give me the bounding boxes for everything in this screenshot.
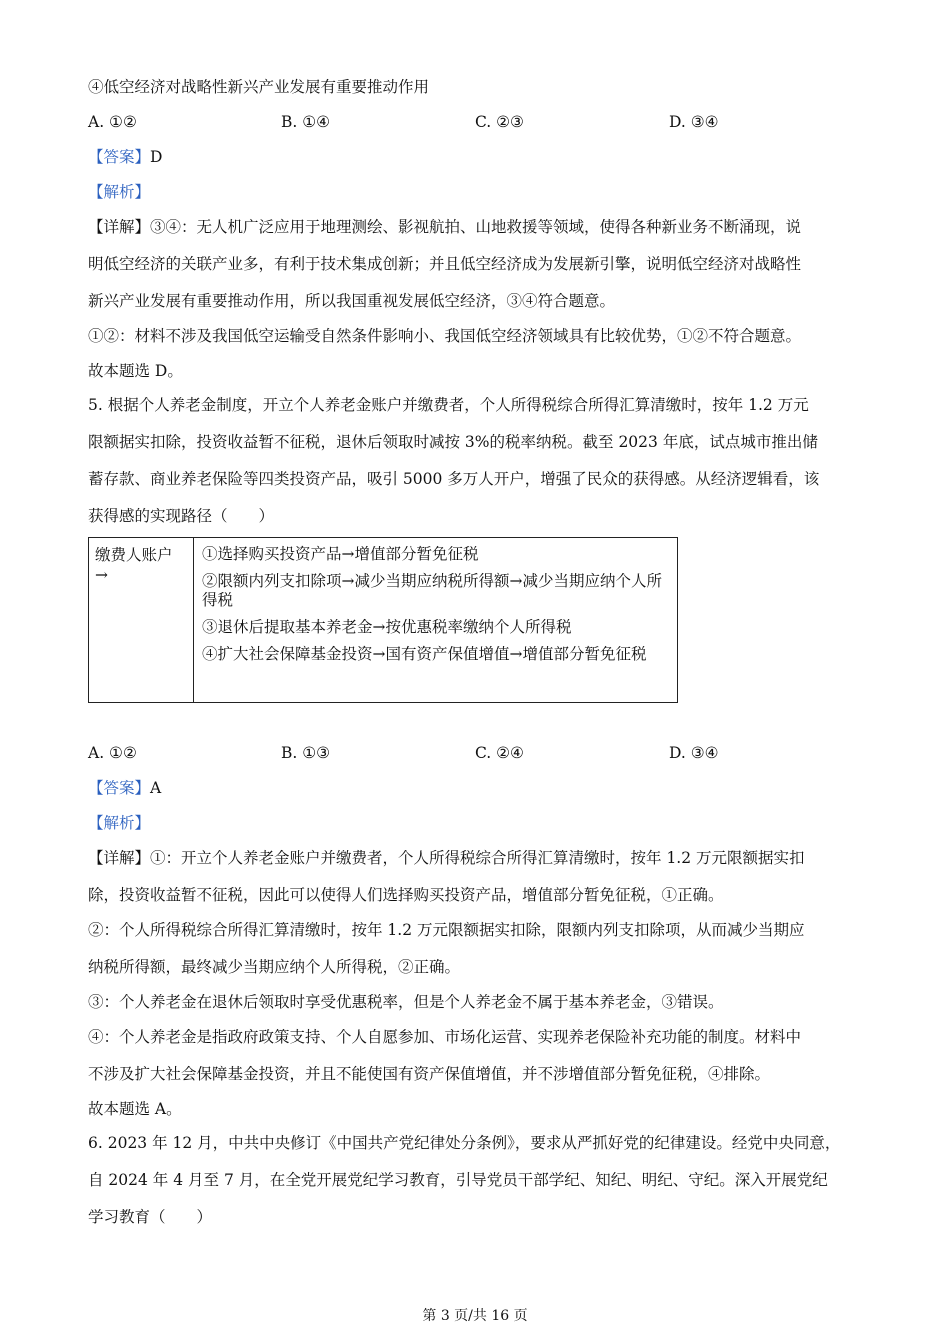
q5-table-item-1: ①选择购买投资产品→增值部分暂免征税 (202, 545, 479, 563)
q5-detail-line-5: ③：个人养老金在退休后领取时享受优惠税率，但是个人养老金不属于基本养老金，③错误。 (88, 993, 724, 1011)
q4-item-4: ④低空经济对战略性新兴产业发展有重要推动作用 (88, 78, 430, 96)
q6-stem-line-1: 6. 2023 年 12 月，中共中央修订《中国共产党纪律处分条例》，要求从严抓好党的纪律建设。经党中央同意， (88, 1134, 841, 1152)
q4-detail-line-1 (88, 217, 801, 237)
q5-detail-line-2: 除，投资收益暂不征税，因此可以使得人们选择购买投资产品，增值部分暂免征税，①正确。 (88, 886, 724, 904)
q5-analysis-tag: 【解析】 (88, 814, 151, 832)
q5-table-left-line-2: → (95, 566, 108, 584)
q4-option-b: B. ①④ (281, 113, 331, 131)
q5-stem-line-2: 限额据实扣除，投资收益暂不征税，退休后领取时减按 3%的税率纳税。截至 2023 年底，试点城市推出储 (88, 433, 818, 451)
q5-table-item-4: ④扩大社会保障基金投资→国有资产保值增值→增值部分暂免征税 (202, 645, 647, 663)
q5-answer (88, 778, 161, 798)
q4-answer (88, 147, 162, 167)
q4-option-a: A. ①② (88, 113, 137, 131)
q5-table-item-2: ②限额内列支扣除项→减少当期应纳税所得额→减少当期应纳个人所得税 (202, 572, 662, 609)
q5-detail-line-6: ④：个人养老金是指政府政策支持、个人自愿参加、市场化运营、实现养老保险补充功能的制度。材料中 (88, 1028, 802, 1046)
q4-detail-line-3: 新兴产业发展有重要推动作用，所以我国重视发展低空经济，③④符合题意。 (88, 292, 616, 310)
q6-stem-line-3: 学习教育（ ） (88, 1208, 213, 1226)
q4-detail-line-4: ①②：材料不涉及我国低空运输受自然条件影响小、我国低空经济领域具有比较优势，①②不符合题意。 (88, 327, 802, 345)
q5-detail-line-4: 纳税所得额，最终减少当期应纳个人所得税，②正确。 (88, 958, 461, 976)
q5-detail-text-1: ①：开立个人养老金账户并缴费者，个人所得税综合所得汇算清缴时，按年 1.2 万元限额据实扣 (150, 849, 805, 867)
q5-stem-line-1: 5. 根据个人养老金制度，开立个人养老金账户并缴费者，个人所得税综合所得汇算清缴时，按年 1.2 万元 (88, 396, 809, 414)
q5-path-table (88, 537, 678, 703)
q4-detail-tag: 【详解】 (88, 218, 151, 236)
q5-option-a: A. ①② (88, 744, 137, 762)
q5-option-c: C. ②④ (475, 744, 524, 762)
q5-answer-value: A (150, 779, 162, 797)
q5-table-right-cell (202, 545, 672, 672)
page-number-footer: 第 3 页/共 16 页 (422, 1308, 528, 1324)
q5-detail-line-7: 不涉及扩大社会保障基金投资，并且不能使国有资产保值增值，并不涉增值部分暂免征税，④排除。 (88, 1065, 771, 1083)
q5-table-item-3: ③退休后提取基本养老金→按优惠税率缴纳个人所得税 (202, 618, 572, 636)
q5-detail-line-3: ②：个人所得税综合所得汇算清缴时，按年 1.2 万元限额据实扣除，限额内列支扣除项，从而减少当期应 (88, 921, 805, 939)
q4-detail-line-5: 故本题选 D。 (88, 362, 183, 380)
q5-detail-line-1 (88, 848, 805, 868)
q4-analysis-tag: 【解析】 (88, 183, 151, 201)
q5-detail-line-8: 故本题选 A。 (88, 1100, 182, 1118)
q4-option-c: C. ②③ (475, 113, 524, 131)
q4-detail-text-1: ③④：无人机广泛应用于地理测绘、影视航拍、山地救援等领域，使得各种新业务不断涌现，说 (150, 218, 802, 236)
q5-detail-tag: 【详解】 (88, 849, 151, 867)
q5-stem-line-4: 获得感的实现路径（ ） (88, 507, 275, 525)
q4-answer-value: D (150, 148, 163, 166)
q5-stem-line-3: 蓄存款、商业养老保险等四类投资产品，吸引 5000 多万人开户，增强了民众的获得感。从经济逻辑看，该 (88, 470, 820, 488)
q5-option-d: D. ③④ (669, 744, 719, 762)
q5-table-left-line-1: 缴费人账户 (95, 546, 173, 564)
q4-answer-tag: 【答案】 (88, 148, 151, 166)
q4-option-d: D. ③④ (669, 113, 719, 131)
q5-option-b: B. ①③ (281, 744, 331, 762)
q4-detail-line-2: 明低空经济的关联产业多，有利于技术集成创新；并且低空经济成为发展新引擎，说明低空经济对战略性 (88, 255, 802, 273)
q5-answer-tag: 【答案】 (88, 779, 151, 797)
q6-stem-line-2: 自 2024 年 4 月至 7 月，在全党开展党纪学习教育，引导党员干部学纪、知纪、明纪、守纪。深入开展党纪 (88, 1171, 828, 1189)
q5-table-left-cell (89, 538, 194, 702)
